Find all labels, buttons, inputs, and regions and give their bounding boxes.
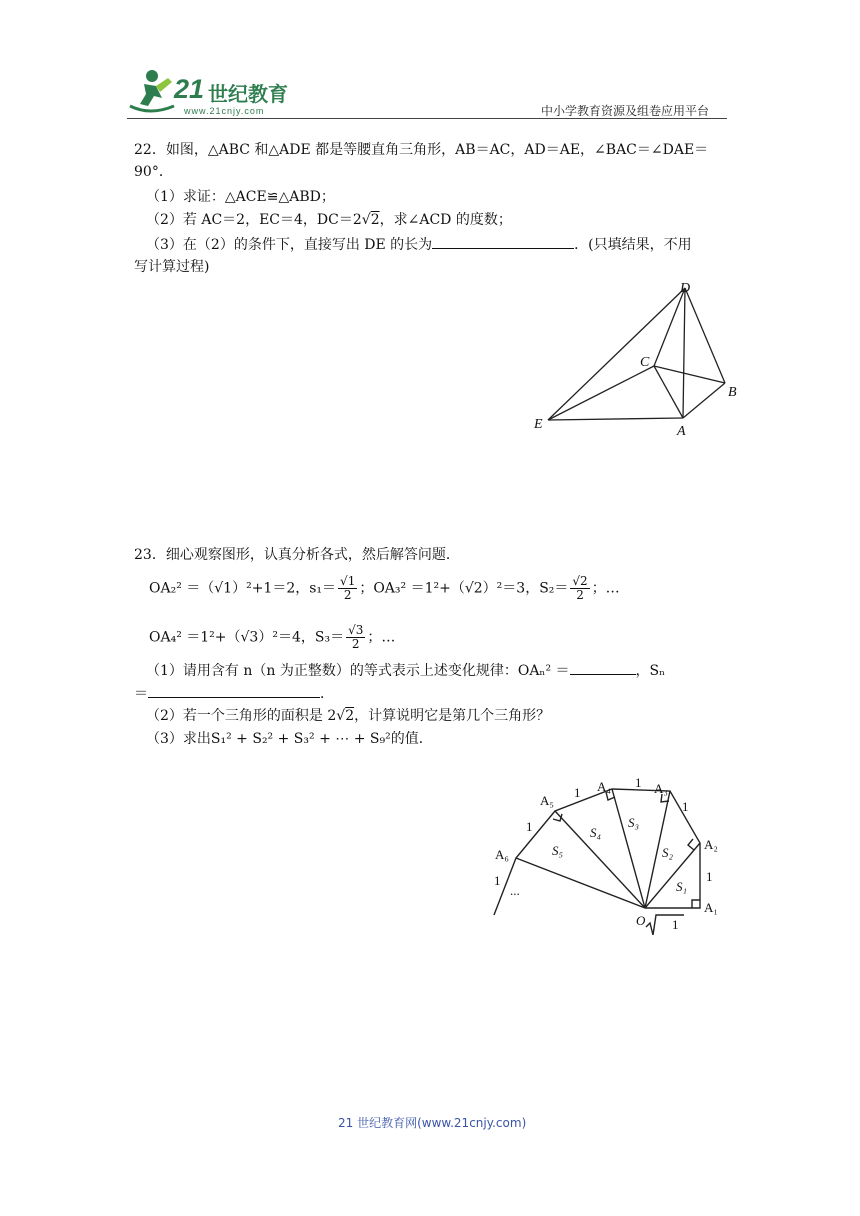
- label-s1: S₁: [676, 879, 688, 894]
- label-s4: S₄: [590, 825, 602, 840]
- answer-blank-oan[interactable]: [570, 659, 636, 675]
- label-side-a3a4: 1: [635, 775, 642, 790]
- label-a3: A₃: [654, 781, 668, 796]
- q23-part1-cont: ＝ ．: [134, 682, 334, 705]
- label-a: A: [677, 424, 686, 438]
- q23-spiral-figure: [490, 775, 730, 935]
- label-a6: A₆: [495, 847, 509, 862]
- platform-title: 中小学教育资源及组卷应用平台: [541, 104, 710, 118]
- q22-part3-cont: 写计算过程): [134, 259, 210, 275]
- q23-intro: 23．细心观察图形，认真分析各式，然后解答问题．: [134, 547, 460, 563]
- sqrt-sign: √: [336, 708, 346, 724]
- q23-part1: （1）请用含有 n（n 为正整数）的等式表示上述变化规律：OAₙ² ＝ ，Sₙ: [146, 659, 665, 682]
- label-a5: A₅: [540, 793, 554, 808]
- label-dots: ...: [510, 883, 520, 898]
- q22-part1: （1）求证：△ACE≌△ABD；: [146, 189, 335, 205]
- answer-blank-de[interactable]: [432, 233, 574, 249]
- label-side-a2a3: 1: [682, 799, 689, 814]
- runner-logo-icon: [122, 66, 178, 116]
- q22-line1: 22．如图，△ABC 和△ADE 都是等腰直角三角形，AB＝AC，AD＝AE，∠BAC＝∠DAE＝: [134, 142, 709, 158]
- logo-text: 世纪教育: [208, 82, 288, 106]
- q23-part3: （3）求出S₁² + S₂² + S₃² + ⋯ + S₉²的值．: [146, 731, 433, 747]
- q22-part2: （2）若 AC＝2，EC＝4，DC＝2√2，求∠ACD 的度数；: [146, 212, 512, 228]
- logo-number: 21: [174, 74, 205, 104]
- header-rule: [127, 118, 727, 119]
- fraction: $\frac{√2}{2}$: [572, 574, 588, 602]
- sqrt-sign: √: [361, 212, 371, 228]
- q23-formula-1: OA₂² ＝（√1）²+1＝2，s₁＝ $\frac{√1}{2}$ ；OA₃² ＝1²+（√2）²＝3，S₂＝ $\frac{√2}{2}$ ；…: [149, 574, 620, 602]
- label-s2: S₂: [662, 845, 674, 860]
- label-e: E: [534, 417, 543, 432]
- logo-url: www.21cnjy.com: [184, 106, 265, 116]
- fraction: $\frac{√1}{2}$: [340, 574, 356, 602]
- label-o: O: [636, 913, 646, 928]
- answer-blank-sn[interactable]: [148, 682, 320, 698]
- label-a4: A₄: [597, 779, 611, 794]
- site-logo: [122, 66, 292, 122]
- label-a2: A₂: [704, 837, 718, 852]
- label-side-a6: 1: [494, 873, 501, 888]
- label-b: B: [728, 385, 737, 400]
- q22-line2: 90°．: [134, 164, 173, 180]
- q22-part3: （3）在（2）的条件下，直接写出 DE 的长为 ．(只填结果，不用: [146, 233, 692, 256]
- footer-text[interactable]: 21 世纪教育网(www.21cnjy.com): [338, 1116, 527, 1130]
- label-side-oa1: 1: [672, 917, 679, 932]
- label-s3: S₃: [628, 815, 640, 830]
- q22-triangle-figure: [530, 278, 750, 438]
- fraction: $\frac{√3}{2}$: [348, 623, 364, 651]
- label-side-a5a6: 1: [526, 819, 533, 834]
- label-d: D: [680, 281, 691, 296]
- q23-part2: （2）若一个三角形的面积是 2√2，计算说明它是第几个三角形？: [146, 708, 551, 724]
- label-a1: A₁: [704, 900, 718, 915]
- label-side-a1a2: 1: [706, 869, 713, 884]
- label-s5: S₅: [552, 843, 564, 858]
- label-c: C: [640, 355, 650, 370]
- label-side-a4a5: 1: [574, 785, 581, 800]
- q23-formula-2: OA₄² ＝1²+（√3）²＝4，S₃＝ $\frac{√3}{2}$ ；…: [149, 623, 396, 651]
